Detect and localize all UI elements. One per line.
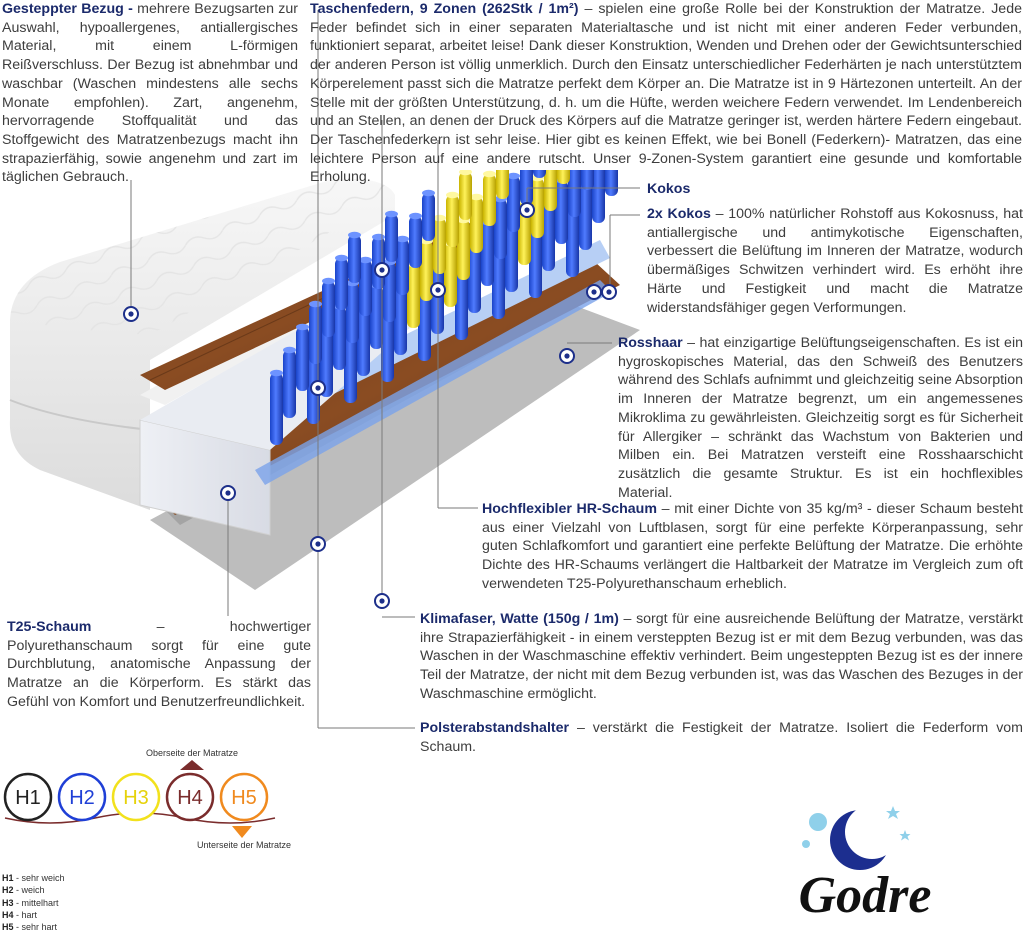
- kokos2-text: – 100% natürlicher Rohstoff aus Kokosnuss, hat antiallergische und antimykotische Eigenschaften, verbessert die Belüftung im Inneren der Matratze, wodurch übermäßiges Schwitzen verhindert wird. Es erhöht ihre Härte und Festigkeit und macht die Matratze widerstandsfähiger gegen Verformungen.: [647, 206, 1023, 316]
- hardness-code-h4: H4: [177, 787, 203, 809]
- kokos2-title: 2x Kokos: [647, 206, 711, 222]
- federn-title: Taschenfedern, 9 Zonen (262Stk / 1m²): [310, 1, 579, 17]
- legend-row-h3: H3 - mittelhart: [2, 897, 59, 908]
- klima-text: – sorgt für eine ausreichende Belüftung der Matratze, verstärkt ihre Strapazierfähigkeit - in einem versteppten Bezug ist er mit dem Bezug verbunden, was das Waschen in der Waschmaschine effektiv verhindert. Beim ungesteppten Bezug ist es der innere Teil der Matratze, der nicht mit dem Bezug verbunden ist, was das Waschen des Bezuges in der Waschmaschine ermöglicht.: [420, 611, 1023, 702]
- kokos-label: [647, 180, 747, 199]
- polster-text: – verstärkt die Festigkeit der Matratze. Isoliert die Federform vom Schaum.: [420, 720, 1023, 755]
- t25-text: – hochwertiger Polyurethanschaum sorgt für eine gute Durchblutung, anatomische Anpassung der Matratze an die Körperform. Es stärkt das Gefühl von Komfort und Benutzerfreundlichkeit.: [7, 619, 311, 710]
- top-arrow-icon: [180, 760, 204, 770]
- t25-description: [7, 618, 311, 712]
- polster-description: [420, 719, 1023, 756]
- legend-row-h5: H5 - sehr hart: [2, 922, 58, 933]
- bottom-arrow-icon: [232, 826, 252, 838]
- polster-title: Polsterabstandshalter: [420, 720, 570, 736]
- legend-row-h1: H1 - sehr weich: [2, 873, 65, 883]
- hardness-legend: [2, 872, 65, 933]
- hardness-top-label: Oberseite der Matratze: [145, 748, 239, 758]
- spring: [372, 234, 385, 289]
- hrschaum-description: [482, 500, 1023, 594]
- rosshaar-description: [618, 334, 1023, 502]
- bezug-description: [2, 0, 298, 187]
- federn-text: – spielen eine große Rolle bei der Konstruktion der Matratze. Jede Feder befindet sich in einer separaten Materialtasche und ist nicht mit einer anderen Feder verbunden, funktioniert separat, arbeitet leise! Dank dieser Konstruktion, Wenden und Drehen oder der Gewichtsunterschied der anderen Person ist völlig unmerklich. Durch den Einsatz unterschiedlicher Federhärten je nach unterstütztem Körperelement passt sich die Matratze perfekt dem Körper an. Die Matratze ist in 9 Härtezonen unterteilt. An der Stelle mit der größten Unterstützung, d. h. um die Hüfte, werden weichere Federn verwendet. Im Lendenbereich und an Stellen, an denen der Druck des Körpers auf die Matratze geringer ist, werden härtere Federn eingebaut. Der Taschenfederkern ist sehr leise. Hier gibt es keinen Effekt, wie bei Bonell (Federkern)- Matratzen, das eine leichtere Person auf eine andere rutscht. Unser 9-Zonen-System garantiert eine gesunde und komfortable Erholung.: [310, 1, 1022, 186]
- spring: [283, 347, 296, 418]
- spring: [270, 370, 283, 445]
- federn-description: [310, 0, 1022, 187]
- kokos-title: Kokos: [647, 181, 691, 197]
- spring: [335, 255, 348, 310]
- kokos2-description: [647, 205, 1023, 317]
- hardness-code-h5: H5: [231, 787, 257, 809]
- hardness-code-h2: H2: [69, 787, 95, 809]
- t25-title: T25-Schaum: [7, 619, 92, 635]
- spring: [385, 211, 398, 262]
- rosshaar-text: – hat einzigartige Belüftungseigenschaften. Es ist ein hygroskopisches Material, das den Schweiß des Benutzers während des Schlafs aufnimmt und gleichzeitig seine Absorption im Inneren der Matratze begrenzt, um ein angemessenes Mikroklima zu gewährleisten. Gleichzeitig sorgt es für Sicherheit für Allergiker – schränkt das Wachstum von Bakterien und Milben ein. Bei Matratzen versteift eine Rosshaarschicht zusätzlich die gesamte Struktur. Es ist ein hochflexibles Material.: [618, 335, 1023, 501]
- spring: [422, 190, 435, 241]
- godre-logo: [760, 800, 960, 930]
- hardness-bottom-label: Unterseite der Matratze: [196, 840, 292, 850]
- klima-description: [420, 610, 1023, 704]
- spring: [296, 324, 309, 391]
- spring: [348, 232, 361, 283]
- hardness-code-h3: H3: [123, 787, 149, 809]
- bezug-text: mehrere Bezugsarten zur Auswahl, hypoallergenes, antiallergisches Material, mit einem L-förmigen Reißverschluss. Der Bezug ist abnehmbar und waschbar (Waschen mindestens alle sechs Monate empfohlen). Zart, angenehm, hervorragende Stoffqualität und das Stoffgewicht des Matratzenbezugs macht ihn strapazierfähig, sowie angenehm und zart im täglichen Gebrauch.: [2, 1, 298, 186]
- rosshaar-title: Rosshaar: [618, 335, 683, 351]
- legend-row-h4: H4 - hart: [2, 909, 38, 920]
- klima-title: Klimafaser, Watte (150g / 1m): [420, 611, 619, 627]
- legend-row-h2: H2 - weich: [2, 885, 45, 896]
- spring: [446, 192, 459, 247]
- hardness-scale: [0, 740, 300, 860]
- spring: [309, 301, 322, 364]
- hardness-code-h1: H1: [15, 787, 41, 809]
- bezug-title: Gesteppter Bezug -: [2, 1, 133, 17]
- spring: [409, 213, 422, 268]
- brand-name: Godre: [798, 867, 932, 924]
- hrschaum-text: – mit einer Dichte von 35 kg/m³ - dieser Schaum besteht aus einer Vielzahl von Luftblasen, sorgt für eine perfekte Körperanpassung, sehr guten Schlafkomfort und garantiert eine perfekte Belüftung der Matratze. Die erhöhte Dichte des HR-Schaums verlängert die Haltbarkeit der Matratze im Vergleich zum oft verwendeten T25-Polyurethanschaum erheblich.: [482, 501, 1024, 592]
- hrschaum-title: Hochflexibler HR-Schaum: [482, 501, 657, 517]
- spring: [322, 278, 335, 337]
